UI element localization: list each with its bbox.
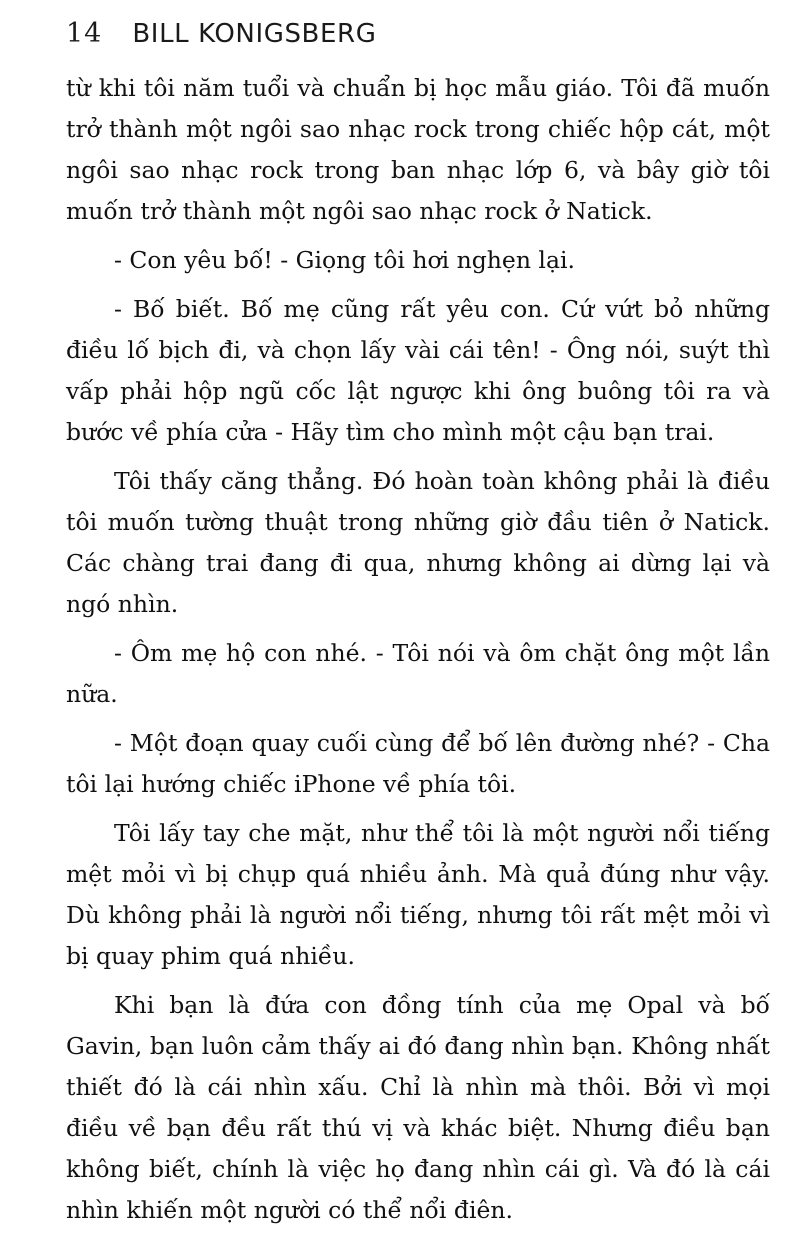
running-title: BILL KONIGSBERG bbox=[132, 19, 377, 49]
book-page bbox=[66, 18, 770, 1224]
body-text bbox=[66, 68, 770, 1231]
paragraph-4: Tôi thấy căng thẳng. Đó hoàn toàn không phải là điều tôi muốn tường thuật trong những giờ đầu tiên ở Natick. Các chàng trai đang đi qua, nhưng không ai dừng lại và ngó nhìn. bbox=[66, 467, 770, 618]
paragraph-7: Tôi lấy tay che mặt, như thể tôi là một người nổi tiếng mệt mỏi vì bị chụp quá nhiều ảnh. Mà quả đúng như vậy. Dù không phải là người nổi tiếng, nhưng tôi rất mệt mỏi vì bị quay phim quá nhiều. bbox=[66, 819, 770, 970]
paragraph-3: - Bố biết. Bố mẹ cũng rất yêu con. Cứ vứt bỏ những điều lố bịch đi, và chọn lấy vài cái tên! - Ông nói, suýt thì vấp phải hộp ngũ cốc lật ngược khi ông buông tôi ra và bước về phía cửa - Hãy tìm cho mình một cậu bạn trai. bbox=[66, 295, 770, 446]
paragraph-6: - Một đoạn quay cuối cùng để bố lên đường nhé? - Cha tôi lại hướng chiếc iPhone về phía tôi. bbox=[66, 729, 770, 798]
paragraph-5: - Ôm mẹ hộ con nhé. - Tôi nói và ôm chặt ông một lần nữa. bbox=[66, 639, 770, 708]
paragraph-8: Khi bạn là đứa con đồng tính của mẹ Opal và bố Gavin, bạn luôn cảm thấy ai đó đang nhìn bạn. Không nhất thiết đó là cái nhìn xấu. Chỉ là nhìn mà thôi. Bởi vì mọi điều về bạn đều rất thú vị và khác biệt. Nhưng điều bạn không biết, chính là việc họ đang nhìn cái gì. Và đó là cái nhìn khiến một người có thể nổi điên. bbox=[66, 991, 770, 1224]
paragraph-2: - Con yêu bố! - Giọng tôi hơi nghẹn lại. bbox=[114, 246, 575, 274]
running-head bbox=[66, 18, 770, 66]
paragraph-1: từ khi tôi năm tuổi và chuẩn bị học mẫu giáo. Tôi đã muốn trở thành một ngôi sao nhạc rock trong chiếc hộp cát, một ngôi sao nhạc rock trong ban nhạc lớp 6, và bây giờ tôi muốn trở thành một ngôi sao nhạc rock ở Natick. bbox=[66, 74, 770, 225]
page-number: 14 bbox=[66, 18, 103, 49]
